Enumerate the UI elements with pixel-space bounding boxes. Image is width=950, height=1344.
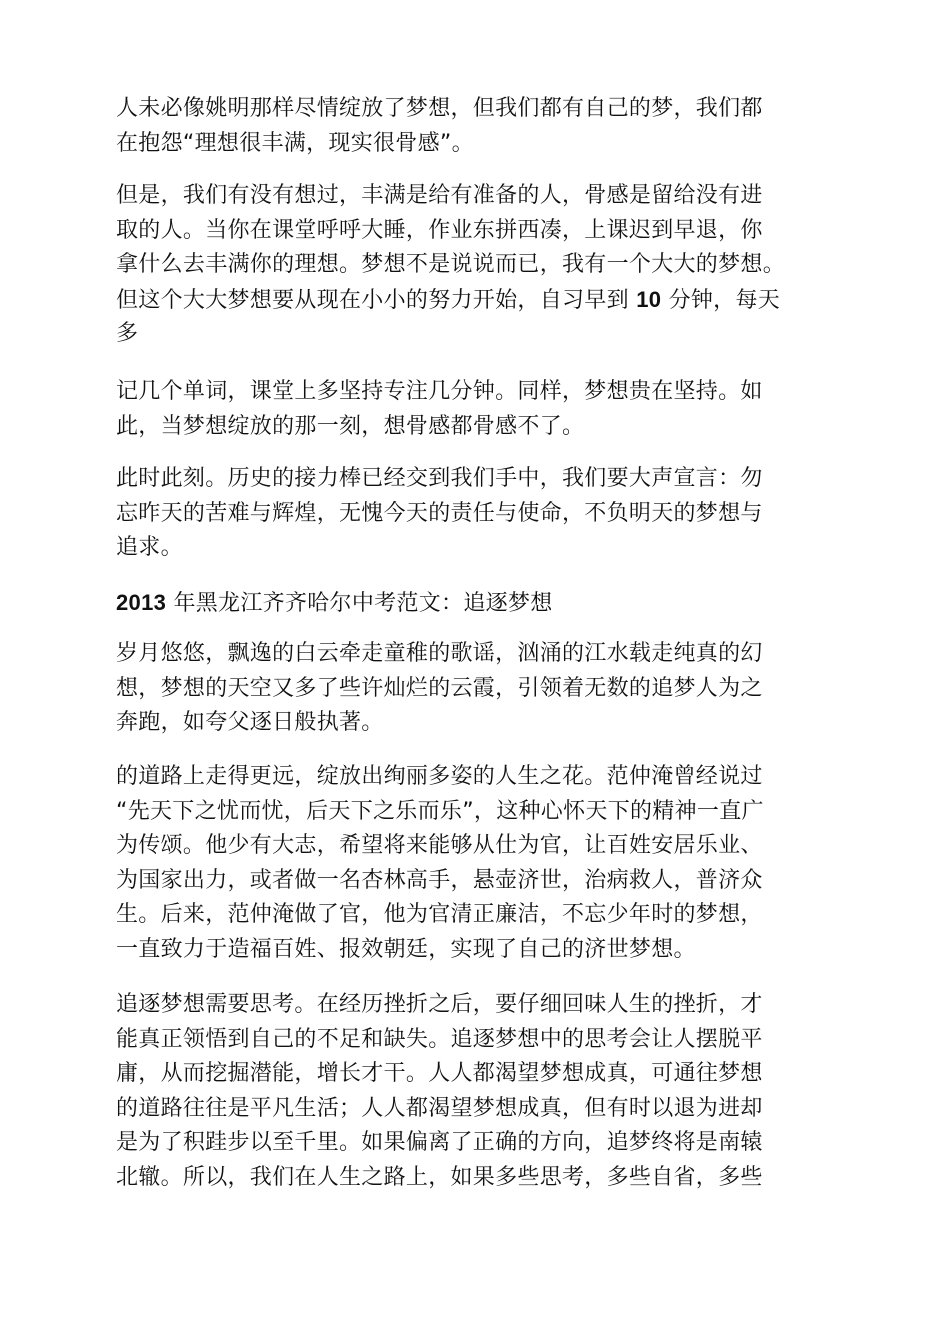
text-line: 拿什么去丰满你的理想。梦想不是说说而已，我有一个大大的梦想。 xyxy=(116,252,786,277)
text-line: 人未必像姚明那样尽情绽放了梦想，但我们都有自己的梦，我们都 xyxy=(116,96,763,121)
text-line: 一直致力于造福百姓、报效朝廷，实现了自己的济世梦想。 xyxy=(116,936,696,962)
text-line: “先天下之忧而忧，后天下之乐而乐”，这种心怀天下的精神一直广 xyxy=(116,798,764,824)
numeral-text: 2013 xyxy=(116,590,167,615)
text-line: 取的人。当你在课堂呼呼大睡，作业东拼西凑，上课迟到早退，你 xyxy=(116,217,763,243)
paragraph-6 xyxy=(116,760,836,967)
paragraph-4 xyxy=(116,462,836,566)
text-line: 为国家出力，或者做一名杏林高手，悬壶济世，治病救人，普济众 xyxy=(116,867,763,893)
text-line: 追逐梦想需要思考。在经历挫折之后，要仔细回味人生的挫折，才 xyxy=(116,992,763,1017)
text-line: 奔跑，如夸父逐日般执著。 xyxy=(116,710,384,735)
text-line: 此，当梦想绽放的那一刻，想骨感都骨感不了。 xyxy=(116,413,585,439)
text-line: 庸，从而挖掘潜能，增长才干。人人都渴望梦想成真，可通往梦想 xyxy=(116,1061,763,1086)
paragraph-5 xyxy=(116,637,836,741)
numeral-text: 10 xyxy=(636,286,662,312)
heading-text: 2013 年黑龙江齐齐哈尔中考范文：追逐梦想 xyxy=(116,590,553,616)
paragraph-3 xyxy=(116,375,836,444)
text-line: 追求。 xyxy=(116,535,183,560)
text-line: 忘昨天的苦难与辉煌，无愧今天的责任与使命，不负明天的梦想与 xyxy=(116,500,763,526)
text-line: 想，梦想的天空又多了些许灿烂的云霞，引领着无数的追梦人为之 xyxy=(116,675,763,701)
paragraph-1 xyxy=(116,92,836,161)
text-line: 记几个单词，课堂上多坚持专注几分钟。同样，梦想贵在坚持。如 xyxy=(116,379,763,404)
text-line: 岁月悠悠，飘逸的白云牵走童稚的歌谣，汹涌的江水载走纯真的幻 xyxy=(116,641,763,666)
text-line: 在抱怨“理想很丰满，现实很骨感”。 xyxy=(116,130,474,156)
text-line: 但是，我们有没有想过，丰满是给有准备的人，骨感是留给没有进 xyxy=(116,183,763,208)
text-line: 但这个大大梦想要从现在小小的努力开始，自习早到 10 分钟，每天 xyxy=(116,286,781,313)
section-heading xyxy=(116,586,836,621)
paragraph-2 xyxy=(116,179,836,352)
paragraph-7 xyxy=(116,988,836,1195)
text-line: 的道路往往是平凡生活；人人都渴望梦想成真，但有时以退为进却 xyxy=(116,1095,763,1121)
text-line: 能真正领悟到自己的不足和缺失。追逐梦想中的思考会让人摆脱平 xyxy=(116,1026,763,1052)
text-line: 生。后来，范仲淹做了官，他为官清正廉洁，不忘少年时的梦想， xyxy=(116,902,763,927)
text-line: 此时此刻。历史的接力棒已经交到我们手中，我们要大声宣言：勿 xyxy=(116,466,763,491)
text-line: 为传颂。他少有大志，希望将来能够从仕为官，让百姓安居乐业、 xyxy=(116,833,763,858)
text-line: 是为了积跬步以至千里。如果偏离了正确的方向，追梦终将是南辕 xyxy=(116,1130,763,1155)
text-line: 多 xyxy=(116,321,139,346)
text-line: 北辙。所以，我们在人生之路上，如果多些思考，多些自省，多些 xyxy=(116,1164,763,1190)
text-line: 的道路上走得更远，绽放出绚丽多姿的人生之花。范仲淹曾经说过 xyxy=(116,764,763,789)
